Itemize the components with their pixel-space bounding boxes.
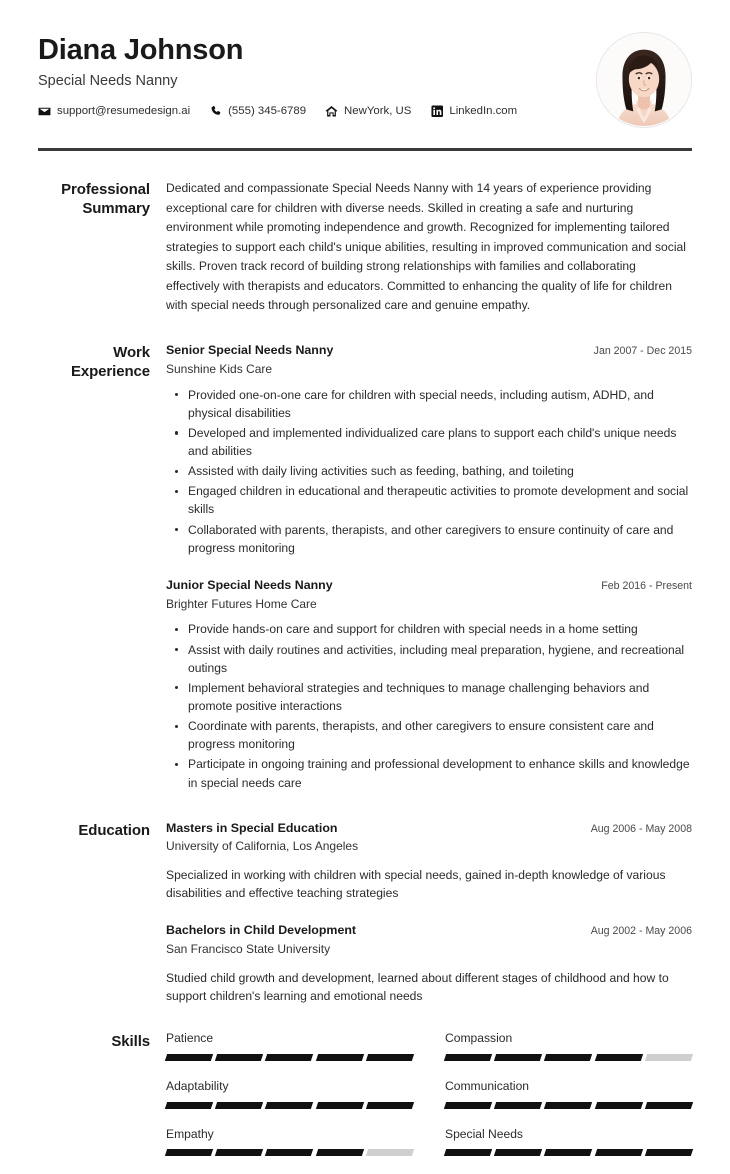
skill-level-segment xyxy=(444,1054,492,1061)
skill-name: Empathy xyxy=(166,1126,214,1141)
experience-entry-head xyxy=(166,342,692,359)
contact-linkedin[interactable] xyxy=(430,105,517,118)
job-title: Special Needs Nanny xyxy=(38,73,178,90)
education-entry-head xyxy=(166,820,692,837)
skill-level-bar xyxy=(166,1149,413,1156)
skill-level-segment xyxy=(494,1054,542,1061)
contact-phone-text: (555) 345-6789 xyxy=(228,105,307,118)
experience-entry-bullets xyxy=(166,620,692,791)
experience-entry-date: Feb 2016 - Present xyxy=(601,579,692,592)
contact-email[interactable] xyxy=(38,105,190,118)
skill-level-segment xyxy=(494,1149,542,1156)
section-experience xyxy=(0,342,730,794)
bullet-item: Engaged children in educational and therapeutic activities to promote development and social skills xyxy=(187,482,692,518)
phone-icon xyxy=(209,105,222,118)
bullet-item: Implement behavioral strategies and techniques to manage challenging behaviors and promote positive interactions xyxy=(187,679,692,715)
bullet-item: Provided one-on-one care for children with special needs, including autism, ADHD, and physical disabilities xyxy=(187,386,692,422)
bullet-item: Coordinate with parents, therapists, and other caregivers to ensure consistent care and progress monitoring xyxy=(187,717,692,753)
education-entry-title: Masters in Special Education xyxy=(166,820,338,835)
section-skills xyxy=(0,1031,730,1174)
contact-email-text: support@resumedesign.ai xyxy=(57,105,191,118)
contact-row xyxy=(38,105,582,118)
section-education xyxy=(0,820,730,1006)
skill-item xyxy=(166,1127,413,1157)
education-entry-description: Specialized in working with children with special needs, gained in-depth knowledge of various disabilities and effective teaching strategies xyxy=(166,868,666,901)
contact-location-text: NewYork, US xyxy=(344,105,412,118)
skill-level-segment xyxy=(265,1054,313,1061)
section-body-experience xyxy=(166,342,692,794)
skill-level-segment xyxy=(645,1102,693,1109)
section-label-skills: Skills xyxy=(111,1033,150,1051)
skill-name: Patience xyxy=(166,1031,214,1046)
skill-item xyxy=(166,1079,413,1109)
education-entry-org: University of California, Los Angeles xyxy=(166,839,359,854)
skill-level-bar xyxy=(166,1054,413,1061)
experience-entry-title: Senior Special Needs Nanny xyxy=(166,343,334,358)
section-label-experience-line2: Experience xyxy=(70,363,150,381)
experience-entry-bullets xyxy=(166,386,692,557)
skill-item xyxy=(445,1079,692,1109)
skill-item xyxy=(445,1031,692,1061)
experience-entry xyxy=(166,342,692,557)
section-body-skills xyxy=(166,1031,692,1174)
skill-level-segment xyxy=(215,1054,263,1061)
resume-header xyxy=(0,0,730,128)
skills-grid xyxy=(166,1031,692,1174)
skill-level-segment xyxy=(594,1149,642,1156)
skill-item xyxy=(166,1031,413,1061)
skill-level-segment xyxy=(215,1149,263,1156)
experience-entry-title: Junior Special Needs Nanny xyxy=(166,577,333,592)
skill-level-segment xyxy=(315,1054,363,1061)
skill-name: Communication xyxy=(445,1078,530,1093)
education-entry-head xyxy=(166,922,692,939)
skill-level-segment xyxy=(165,1054,213,1061)
skill-level-bar xyxy=(445,1102,692,1109)
skill-level-segment xyxy=(165,1149,213,1156)
experience-entry-org: Sunshine Kids Care xyxy=(166,361,273,376)
bullet-item: Participate in ongoing training and professional development to enhance skills and knowledge in special needs care xyxy=(187,755,692,791)
skill-level-bar xyxy=(445,1054,692,1061)
location-icon xyxy=(325,105,338,118)
skill-item xyxy=(445,1127,692,1157)
experience-entry-org: Brighter Futures Home Care xyxy=(166,596,317,611)
skill-level-segment xyxy=(594,1054,642,1061)
skill-level-segment xyxy=(265,1102,313,1109)
section-label-summary xyxy=(38,179,166,218)
skill-level-segment xyxy=(366,1054,414,1061)
bullet-item: Provide hands-on care and support for children with special needs in a home setting xyxy=(187,620,692,638)
contact-phone[interactable] xyxy=(209,105,306,118)
email-icon xyxy=(38,105,51,118)
skill-name: Adaptability xyxy=(166,1078,229,1093)
bullet-item: Collaborated with parents, therapists, and other caregivers to ensure continuity of care and progress monitoring xyxy=(187,521,692,557)
skill-level-segment xyxy=(215,1102,263,1109)
skill-level-segment xyxy=(265,1149,313,1156)
bullet-item: Assisted with daily living activities such as feeding, bathing, and toileting xyxy=(187,462,692,480)
avatar xyxy=(596,32,692,128)
skill-level-segment xyxy=(165,1102,213,1109)
skill-level-segment xyxy=(366,1102,414,1109)
experience-entry-date: Jan 2007 - Dec 2015 xyxy=(593,345,692,358)
section-label-experience-line1: Work xyxy=(113,344,150,362)
bullet-item: Developed and implemented individualized care plans to support each child's unique needs and abilities xyxy=(187,424,692,460)
skill-name: Special Needs xyxy=(445,1126,523,1141)
skill-level-segment xyxy=(315,1102,363,1109)
page-title: Diana Johnson xyxy=(38,34,244,66)
contact-linkedin-text: LinkedIn.com xyxy=(449,105,518,118)
skill-level-segment xyxy=(645,1149,693,1156)
section-body-summary xyxy=(166,179,692,316)
experience-entry-head xyxy=(166,577,692,594)
skill-level-segment xyxy=(544,1102,592,1109)
education-entry-date: Aug 2002 - May 2006 xyxy=(590,925,692,938)
skill-level-bar xyxy=(445,1149,692,1156)
skill-level-bar xyxy=(166,1102,413,1109)
skill-level-segment xyxy=(544,1054,592,1061)
skill-level-segment xyxy=(444,1149,492,1156)
bullet-item: Assist with daily routines and activities, including meal preparation, hygiene, and recreational outings xyxy=(187,641,692,677)
section-label-summary-line1: Professional xyxy=(61,181,150,198)
experience-entry xyxy=(166,577,692,792)
section-label-education: Education xyxy=(78,821,150,839)
education-entry-title: Bachelors in Child Development xyxy=(166,923,357,938)
skill-level-segment xyxy=(544,1149,592,1156)
avatar-wrapper xyxy=(596,32,692,128)
skill-level-segment xyxy=(315,1149,363,1156)
section-label-summary-line2: Summary xyxy=(82,200,150,218)
skill-name: Compassion xyxy=(445,1031,513,1046)
summary-text: Dedicated and compassionate Special Needs Nanny with 14 years of experience providing exceptional care for children with diverse needs. Skilled in creating a safe and nurturing environment while promoting independence and growth. Recognized for implementing tailored strategies to support each child's unique abilities, resulting in improved communication and social skills. Proven track record of building strong relationships with families and collaborating effectively with therapists and educators. Committed to enhancing the quality of life for children with special needs through personalized care and genuine empathy. xyxy=(166,181,686,313)
education-entry-org: San Francisco State University xyxy=(166,942,331,957)
section-body-education xyxy=(166,820,692,1006)
header-divider xyxy=(38,148,692,151)
education-entry xyxy=(166,922,692,1005)
header-identity xyxy=(38,30,582,118)
skill-level-segment xyxy=(645,1054,693,1061)
section-label-experience xyxy=(38,342,166,381)
skill-level-segment xyxy=(594,1102,642,1109)
skill-level-segment xyxy=(444,1102,492,1109)
skill-level-segment xyxy=(366,1149,414,1156)
skill-level-segment xyxy=(494,1102,542,1109)
section-summary xyxy=(0,179,730,316)
education-entry-description: Studied child growth and development, learned about different stages of childhood and how to support children's learning and emotional needs xyxy=(166,970,669,1004)
linkedin-icon xyxy=(430,105,443,118)
education-entry-date: Aug 2006 - May 2008 xyxy=(590,822,692,835)
contact-location[interactable] xyxy=(325,105,411,118)
education-entry xyxy=(166,820,692,903)
